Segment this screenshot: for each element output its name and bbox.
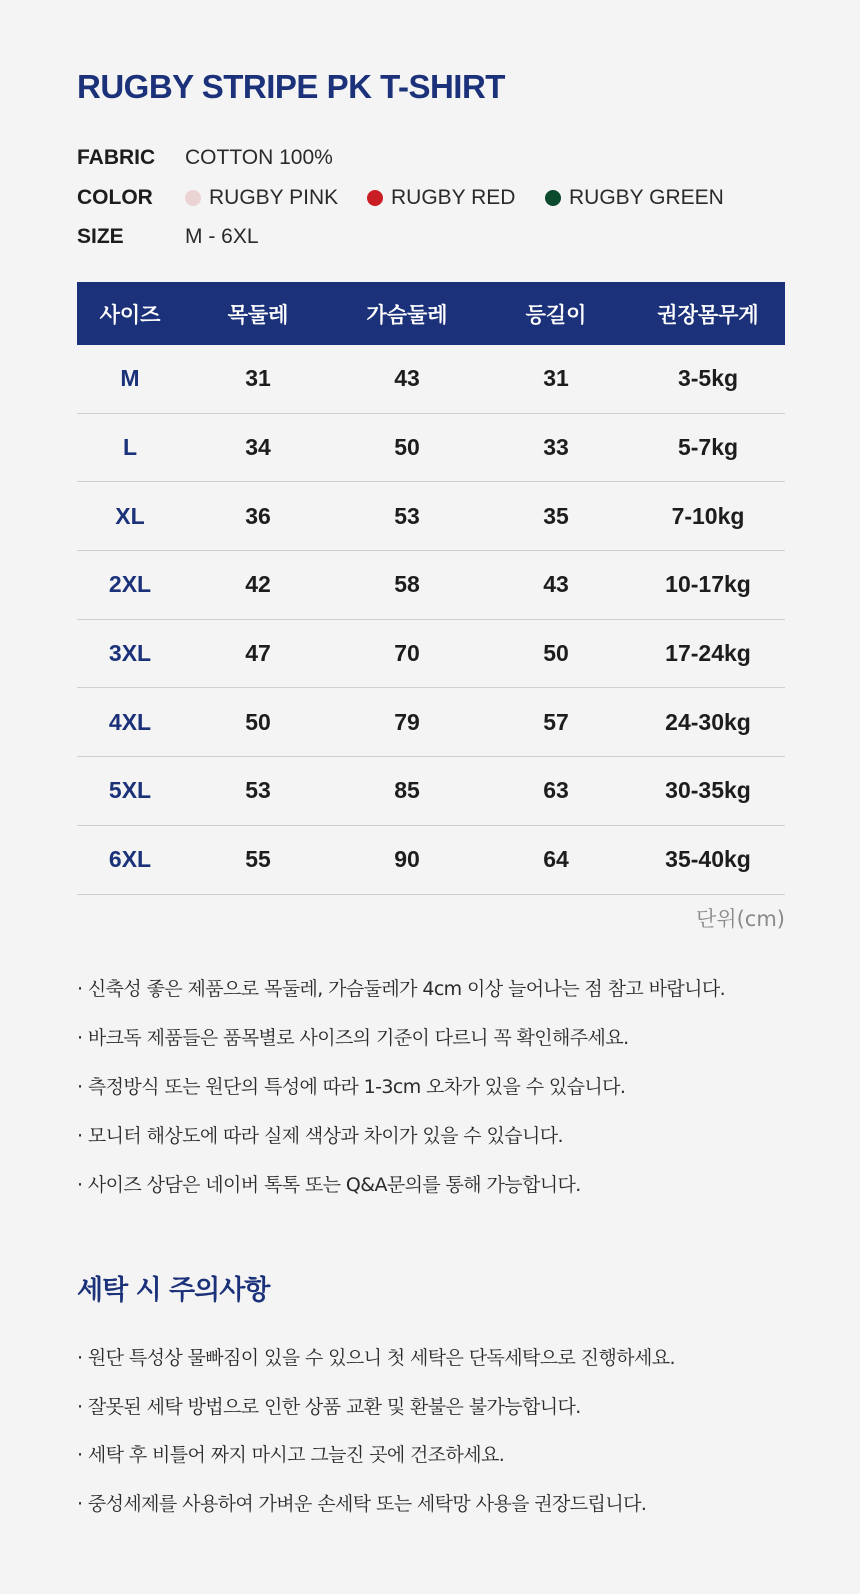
weight-cell: 10-17kg <box>631 551 785 620</box>
color-name: RUGBY GREEN <box>569 186 724 209</box>
unit-label: 단위(cm) <box>696 907 785 931</box>
back-length-cell: 33 <box>481 413 631 482</box>
table-row <box>77 688 785 757</box>
neck-cell: 42 <box>183 551 333 620</box>
size-table <box>77 282 785 895</box>
weight-cell: 17-24kg <box>631 619 785 688</box>
size-cell: 2XL <box>77 551 183 620</box>
color-name: RUGBY RED <box>391 186 516 209</box>
back-length-cell: 64 <box>481 825 631 894</box>
spec-row-size <box>77 223 259 251</box>
neck-cell: 53 <box>183 757 333 826</box>
chest-cell: 85 <box>333 757 481 826</box>
chest-cell: 53 <box>333 482 481 551</box>
washing-title: 세탁 시 주의사항 <box>77 1275 270 1306</box>
chest-cell: 50 <box>333 413 481 482</box>
list-item: · 바크독 제품들은 품목별로 사이즈의 기준이 다르니 꼭 확인해주세요. <box>77 1027 629 1049</box>
chest-cell: 70 <box>333 619 481 688</box>
table-row <box>77 482 785 551</box>
table-row <box>77 619 785 688</box>
spec-row-color <box>77 184 724 212</box>
list-item: · 중성세제를 사용하여 가벼운 손세탁 또는 세탁망 사용을 권장드립니다. <box>77 1492 647 1515</box>
chest-cell: 58 <box>333 551 481 620</box>
table-row <box>77 825 785 894</box>
weight-cell: 35-40kg <box>631 825 785 894</box>
table-row <box>77 413 785 482</box>
product-title: RUGBY STRIPE PK T-SHIRT <box>77 68 505 105</box>
weight-cell: 3-5kg <box>631 345 785 413</box>
fabric-label: FABRIC <box>77 146 156 169</box>
list-item: · 사이즈 상담은 네이버 톡톡 또는 Q&A문의를 통해 가능합니다. <box>77 1174 581 1196</box>
color-swatch-pink <box>185 190 201 206</box>
size-cell: 5XL <box>77 757 183 826</box>
size-label: SIZE <box>77 225 124 248</box>
header-neck: 목둘레 <box>183 282 333 345</box>
neck-cell: 36 <box>183 482 333 551</box>
back-length-cell: 35 <box>481 482 631 551</box>
back-length-cell: 43 <box>481 551 631 620</box>
color-label: COLOR <box>77 186 153 209</box>
list-item: · 원단 특성상 물빠짐이 있을 수 있으니 첫 세탁은 단독세탁으로 진행하세요. <box>77 1347 675 1369</box>
back-length-cell: 63 <box>481 757 631 826</box>
weight-cell: 7-10kg <box>631 482 785 551</box>
list-item: · 신축성 좋은 제품으로 목둘레, 가슴둘레가 4cm 이상 늘어나는 점 참고 바랍니다. <box>77 978 726 1000</box>
chest-cell: 90 <box>333 825 481 894</box>
spec-row-fabric <box>77 144 333 172</box>
color-option-green <box>545 186 724 210</box>
back-length-cell: 57 <box>481 688 631 757</box>
color-swatch-green <box>545 190 561 206</box>
chest-cell: 79 <box>333 688 481 757</box>
size-cell: 4XL <box>77 688 183 757</box>
chest-cell: 43 <box>333 345 481 413</box>
color-name: RUGBY PINK <box>209 186 339 209</box>
table-row <box>77 551 785 620</box>
color-swatch-red <box>367 190 383 206</box>
size-notes <box>77 975 725 1220</box>
size-cell: 3XL <box>77 619 183 688</box>
back-length-cell: 31 <box>481 345 631 413</box>
list-item: · 잘못된 세탁 방법으로 인한 상품 교환 및 환불은 불가능합니다. <box>77 1395 581 1418</box>
fabric-value: COTTON 100% <box>185 146 333 169</box>
weight-cell: 30-35kg <box>631 757 785 826</box>
size-cell: L <box>77 413 183 482</box>
color-option-red <box>367 186 545 210</box>
table-row <box>77 345 785 413</box>
size-cell: M <box>77 345 183 413</box>
table-row <box>77 757 785 826</box>
header-back-length: 등길이 <box>481 282 631 345</box>
neck-cell: 55 <box>183 825 333 894</box>
weight-cell: 24-30kg <box>631 688 785 757</box>
neck-cell: 31 <box>183 345 333 413</box>
size-value: M - 6XL <box>185 225 259 248</box>
size-cell: XL <box>77 482 183 551</box>
list-item: · 측정방식 또는 원단의 특성에 따라 1-3cm 오차가 있을 수 있습니다. <box>77 1076 626 1098</box>
header-weight: 권장몸무게 <box>631 282 785 345</box>
back-length-cell: 50 <box>481 619 631 688</box>
washing-notes <box>77 1344 675 1538</box>
color-option-pink <box>185 186 367 210</box>
neck-cell: 50 <box>183 688 333 757</box>
weight-cell: 5-7kg <box>631 413 785 482</box>
size-table-header <box>77 282 785 345</box>
header-size: 사이즈 <box>77 282 183 345</box>
list-item: · 모니터 해상도에 따라 실제 색상과 차이가 있을 수 있습니다. <box>77 1125 563 1147</box>
neck-cell: 34 <box>183 413 333 482</box>
size-cell: 6XL <box>77 825 183 894</box>
neck-cell: 47 <box>183 619 333 688</box>
header-chest: 가슴둘레 <box>333 282 481 345</box>
list-item: · 세탁 후 비틀어 짜지 마시고 그늘진 곳에 건조하세요. <box>77 1444 505 1466</box>
